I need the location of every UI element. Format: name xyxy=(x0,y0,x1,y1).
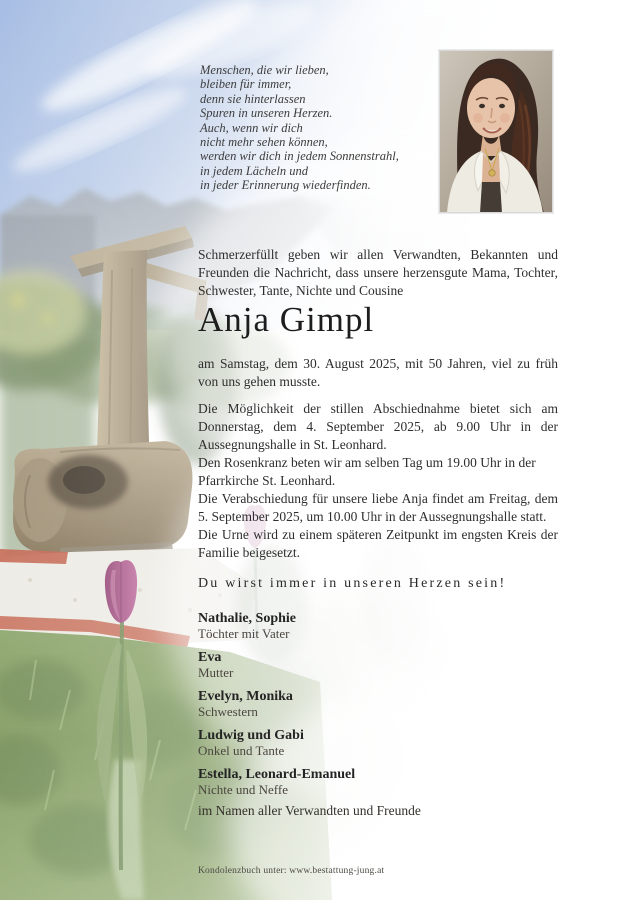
poem-line: Spuren in unseren Herzen. xyxy=(200,106,333,121)
mourner-relation: Töchter mit Vater xyxy=(198,626,290,641)
poem-line: in jeder Erinnerung wiederfinden. xyxy=(200,178,371,193)
poem-line: bleiben für immer, xyxy=(200,77,292,92)
mourners-list xyxy=(198,610,558,805)
mourner-name: Evelyn, Monika xyxy=(198,689,293,704)
mourner-name: Nathalie, Sophie xyxy=(198,611,297,626)
poem-line: Menschen, die wir lieben, xyxy=(200,63,329,77)
mourner-entry xyxy=(198,727,558,758)
viewing-info: Die Möglichkeit der stillen Abschiednahme bietet sich am Donnerstag, dem 4. September 2025, ab 9.00 Uhr in der Aussegnungshalle in St. Leonhard. xyxy=(198,401,558,452)
mourner-relation: Nichte und Neffe xyxy=(198,782,289,797)
poem-line: in jedem Lächeln und xyxy=(200,163,308,178)
urn-info: Die Urne wird zu einem späteren Zeitpunkt im engsten Kreis der Familie beigesetzt. xyxy=(198,527,558,560)
mourner-name: Ludwig und Gabi xyxy=(198,728,304,743)
motto-text: Du wirst immer in unseren Herzen sein! xyxy=(198,576,507,591)
mourner-relation: Schwestern xyxy=(198,704,258,719)
rosary-line: Den Rosenkranz beten wir am selben Tag um 19.00 Uhr in der xyxy=(198,455,536,470)
rosary-info xyxy=(198,454,558,490)
announcement-intro: Schmerzerfüllt geben wir allen Verwandten, Bekannten und Freunden die Nachricht, dass unsere herzensgute Mama, Tochter, Schwester, Tante, Nichte und Cousine xyxy=(198,247,558,298)
poem-line: denn sie hinterlassen xyxy=(200,91,306,106)
mourner-entry xyxy=(198,649,558,680)
death-info: am Samstag, dem 30. August 2025, mit 50 Jahren, viel zu früh von uns gehen musste. xyxy=(198,356,558,389)
deceased-name: Anja Gimpl xyxy=(198,300,375,339)
mourner-entry xyxy=(198,610,558,641)
mourner-relation: Mutter xyxy=(198,665,234,680)
poem-line: werden wir dich in jedem Sonnenstrahl, xyxy=(200,149,399,164)
mourner-entry xyxy=(198,688,558,719)
closing-text: im Namen aller Verwandten und Freunde xyxy=(198,803,421,818)
portrait-photo xyxy=(439,50,553,213)
memorial-poem xyxy=(200,63,450,193)
condolence-note: Kondolenzbuch unter: www.bestattung-jung.at xyxy=(198,866,385,876)
mourner-entry xyxy=(198,766,558,797)
mourner-name: Eva xyxy=(198,650,222,665)
mourner-relation: Onkel und Tante xyxy=(198,743,285,758)
mourner-name: Estella, Leonard-Emanuel xyxy=(198,767,356,782)
farewell-info: Die Verabschiedung für unsere liebe Anja findet am Freitag, dem 5. September 2025, um 10.00 Uhr in der Aussegnungshalle statt. xyxy=(198,491,558,524)
poem-line: nicht mehr sehen können, xyxy=(200,135,328,150)
poem-line: Auch, wenn wir dich xyxy=(200,120,303,135)
rosary-line: Pfarrkirche St. Leonhard. xyxy=(198,473,336,488)
arrangements xyxy=(198,400,558,562)
